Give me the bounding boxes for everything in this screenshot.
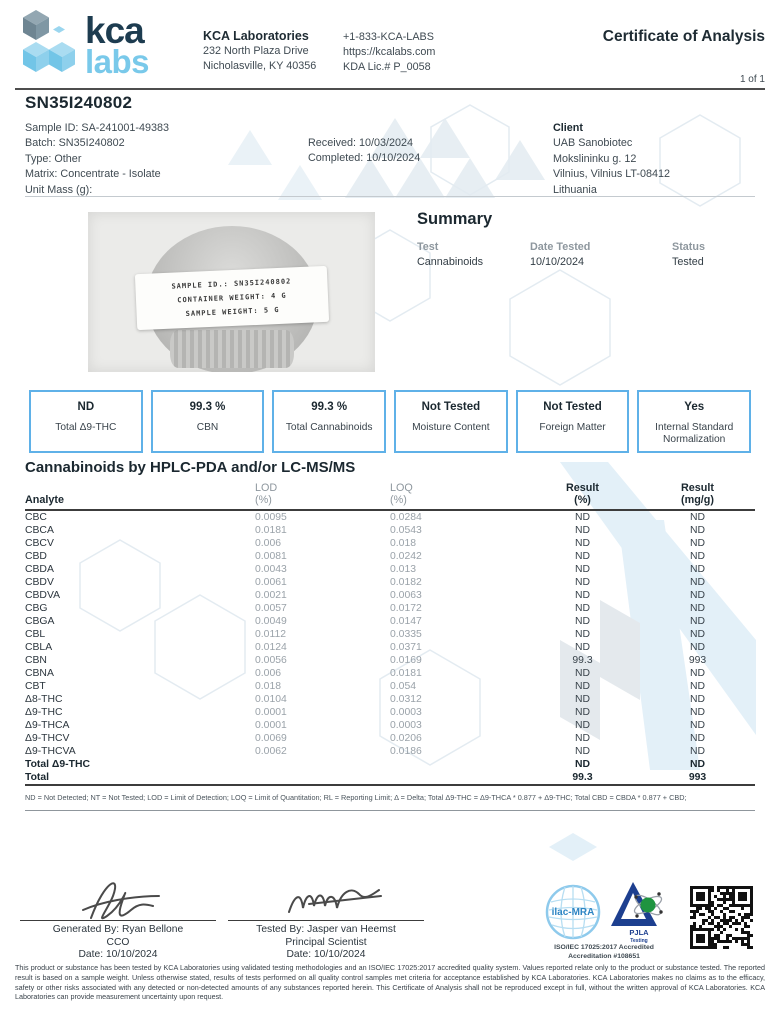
result-mgg-cell: ND — [689, 538, 705, 549]
result-mgg-cell: ND — [689, 733, 705, 744]
received-date: Received: 10/03/2024 — [308, 137, 414, 149]
result-mgg-cell: ND — [689, 694, 705, 705]
result-box-cbn — [151, 390, 265, 453]
completed-date: Completed: 10/10/2024 — [308, 152, 421, 165]
result-box-foreign-matter — [516, 390, 630, 453]
result-box-total-d9-thc — [29, 390, 143, 453]
sample-type: Type: Other — [25, 152, 82, 165]
result-pct-cell: ND — [574, 590, 590, 601]
result-box-label: CBN — [196, 422, 219, 433]
svg-text:ilac-MRA: ilac-MRA — [551, 907, 595, 918]
lod-cell: 0.0049 — [255, 616, 287, 627]
result-mgg-cell: ND — [689, 512, 705, 523]
table-row — [25, 706, 755, 719]
loq-cell: 0.013 — [390, 564, 417, 575]
lab-website: https://kcalabs.com — [343, 46, 436, 58]
client-block — [553, 121, 670, 198]
analyte-table-body — [25, 510, 755, 785]
analyte-cell: Total Δ9-THC — [25, 759, 90, 770]
table-row — [25, 745, 755, 758]
table-row — [25, 524, 755, 537]
analyte-cell: Total — [25, 772, 50, 783]
lab-phone: +1-833-KCA-LABS — [343, 31, 434, 43]
result-mgg-cell: ND — [689, 642, 705, 653]
sample-unit-mass: Unit Mass (g): — [25, 183, 93, 196]
table-header-row — [25, 482, 755, 510]
tested-by-signature-block — [228, 866, 424, 962]
sample-id: Sample ID: SA-241001-49383 — [25, 122, 170, 134]
sample-container-body — [170, 330, 294, 368]
client-country: Lithuania — [553, 183, 597, 196]
table-total-row — [25, 771, 755, 785]
container-label-line: CONTAINER WEIGHT: 4 G — [177, 291, 287, 305]
result-pct-cell: ND — [574, 681, 590, 692]
result-pct-cell: ND — [574, 759, 590, 770]
report-header — [15, 8, 765, 85]
client-address1: Mokslininku g. 12 — [553, 152, 637, 165]
lod-cell: 0.0181 — [255, 525, 287, 536]
signature-line — [228, 920, 424, 921]
result-pct-cell: ND — [574, 668, 590, 679]
lab-address-line1: 232 North Plaza Drive — [203, 45, 309, 57]
analyte-cell: CBGA — [25, 616, 55, 627]
table-row — [25, 576, 755, 589]
result-mgg-cell: ND — [689, 746, 705, 757]
lab-address-line2: Nicholasville, KY 40356 — [203, 60, 317, 72]
result-pct-cell: ND — [574, 642, 590, 653]
result-pct-cell: ND — [574, 577, 590, 588]
result-box-label: Internal Standard Normalization — [655, 422, 734, 445]
result-mgg-cell: ND — [689, 603, 705, 614]
lod-cell: 0.006 — [255, 538, 282, 549]
table-row — [25, 615, 755, 628]
result-box-total-cannabinoids — [272, 390, 386, 453]
loq-cell: 0.0181 — [390, 668, 422, 679]
qr-code — [688, 884, 758, 954]
col-header-analyte: Analyte — [25, 494, 65, 506]
result-pct-cell: ND — [574, 512, 590, 523]
col-header-lod: LOD (%) — [255, 482, 278, 506]
client-name: UAB Sanobiotec — [553, 137, 633, 150]
sample-matrix: Matrix: Concentrate - Isolate — [25, 168, 161, 181]
result-pct-cell: ND — [574, 707, 590, 718]
accreditation-line2: Accreditation #108651 — [568, 952, 640, 960]
result-mgg-cell: ND — [689, 681, 705, 692]
table-row — [25, 589, 755, 602]
lab-contact-block — [343, 8, 511, 85]
lab-address-block — [203, 8, 343, 85]
result-pct-cell: ND — [574, 525, 590, 536]
result-box-value: Not Tested — [421, 401, 481, 413]
table-row — [25, 667, 755, 680]
analyte-cell: CBD — [25, 551, 47, 562]
lod-cell: 0.0112 — [255, 629, 287, 640]
lod-cell: 0.0104 — [255, 694, 287, 705]
legal-disclaimer: This product or substance has been tested by KCA Laboratories using validated testing methodologies and an ISO/IEC 17025:2017 accredited quality system. Values reported relate only to the product or substance tested. The reported result is based on a sample weight. Unless otherwise stated, results of tests performed on all quality control samples met criteria for acceptance established by KCA Laboratories. KCA Laboratories makes no claims as to the efficacy, safety or other risks associated with any detected or non-detected amounts of any substances reported herein. This Certificate of Analysis shall not be reproduced except in full, without the written approval of KCA Laboratories. KCA Laboratories can provide measurement uncertainty upon request. — [15, 963, 765, 1002]
accreditation-line1: ISO/IEC 17025:2017 Accredited — [554, 944, 654, 951]
table-row — [25, 628, 755, 641]
table-section-title: Cannabinoids by HPLC-PDA and/or LC-MS/MS — [25, 459, 356, 476]
loq-cell: 0.0371 — [390, 642, 422, 653]
summary-section — [417, 210, 757, 268]
result-box-value: Yes — [684, 401, 705, 413]
summary-test-label: Test — [417, 241, 439, 253]
result-mgg-cell: 993 — [688, 772, 707, 783]
lod-cell: 0.0043 — [255, 564, 287, 575]
result-box-moisture — [394, 390, 508, 453]
lod-cell: 0.018 — [255, 681, 282, 692]
result-mgg-cell: 993 — [688, 655, 707, 666]
loq-cell — [390, 758, 525, 771]
lod-cell: 0.0001 — [255, 707, 287, 718]
lod-cell: 0.0081 — [255, 551, 287, 562]
result-box-value: 99.3 % — [311, 401, 348, 413]
logo-text-sub: labs — [85, 43, 150, 81]
result-box-value: 99.3 % — [189, 401, 226, 413]
analyte-cell: CBG — [25, 603, 48, 614]
signature-icon — [20, 866, 216, 928]
lod-cell: 0.0069 — [255, 733, 287, 744]
summary-test-col — [417, 240, 483, 270]
sample-container-label — [135, 266, 329, 330]
analyte-cell: Δ8-THC — [25, 694, 63, 705]
result-pct-cell: ND — [574, 538, 590, 549]
header-divider — [15, 88, 765, 90]
table-row — [25, 693, 755, 706]
generated-by-name: Generated By: Ryan Bellone — [52, 924, 184, 935]
generated-by-role: CCO — [106, 936, 130, 948]
loq-cell: 0.0284 — [390, 512, 422, 523]
table-row — [25, 641, 755, 654]
pjla-label: PJLA — [629, 928, 649, 937]
analyte-cell: CBN — [25, 655, 47, 666]
page-number: 1 of 1 — [739, 74, 765, 85]
table-footnote: ND = Not Detected; NT = Not Tested; LOD = Limit of Detection; LOQ = Limit of Quantitation; RL = Reporting Limit; Δ = Delta; Total Δ9-THC = Δ9-THCA * 0.877 + Δ9-THC; Total CBD = CBDA * 0.877 + CBD; — [25, 793, 687, 802]
document-title-block — [511, 8, 765, 85]
lod-cell — [255, 771, 390, 785]
table-row — [25, 654, 755, 667]
result-pct-cell: ND — [574, 720, 590, 731]
col-header-result-pct: Result (%) — [566, 482, 599, 506]
analyte-cell: CBDVA — [25, 590, 61, 601]
logo-cubes-icon — [15, 8, 79, 85]
summary-date-value: 10/10/2024 — [530, 256, 585, 268]
loq-cell: 0.0182 — [390, 577, 422, 588]
loq-cell: 0.0186 — [390, 746, 422, 757]
table-row — [25, 732, 755, 745]
tested-by-date: Date: 10/10/2024 — [286, 949, 366, 960]
lod-cell: 0.006 — [255, 668, 282, 679]
summary-test-value: Cannabinoids — [417, 256, 484, 268]
loq-cell: 0.0206 — [390, 733, 422, 744]
lod-cell: 0.0057 — [255, 603, 287, 614]
col-header-loq: LOQ (%) — [390, 482, 413, 506]
table-row — [25, 563, 755, 576]
summary-status-label: Status — [672, 241, 705, 253]
tested-by-role: Principal Scientist — [285, 936, 367, 948]
lod-cell: 0.0095 — [255, 512, 287, 523]
lod-cell: 0.0061 — [255, 577, 287, 588]
sample-details-block — [25, 121, 169, 198]
result-pct-cell: 99.3 — [572, 655, 593, 666]
kca-labs-logo — [15, 8, 203, 85]
lod-cell: 0.0021 — [255, 590, 287, 601]
container-label-line: SAMPLE ID.: SN35I240802 — [171, 277, 292, 291]
result-pct-cell: ND — [574, 694, 590, 705]
summary-date-label: Date Tested — [530, 241, 591, 253]
result-mgg-cell: ND — [689, 577, 705, 588]
analyte-cell: CBLA — [25, 642, 53, 653]
result-box-value: Not Tested — [543, 401, 602, 413]
client-label: Client — [553, 122, 583, 134]
logo-text-main: kca — [85, 10, 144, 51]
analyte-cell: CBDA — [25, 564, 54, 575]
result-box-label: Moisture Content — [412, 422, 490, 433]
analyte-cell: Δ9-THCA — [25, 720, 70, 731]
result-box-label: Total Δ9-THC — [55, 422, 117, 433]
result-box-value: ND — [77, 401, 95, 413]
analyte-cell: CBCA — [25, 525, 54, 536]
document-title: Certificate of Analysis — [602, 28, 765, 45]
lod-cell — [255, 758, 390, 771]
section-divider — [25, 196, 755, 197]
loq-cell: 0.0543 — [390, 525, 422, 536]
loq-cell — [390, 771, 525, 785]
generated-by-signature-block — [20, 866, 216, 962]
loq-cell: 0.0003 — [390, 707, 422, 718]
analyte-table — [25, 482, 755, 786]
lod-cell: 0.0124 — [255, 642, 287, 653]
loq-cell: 0.018 — [390, 538, 417, 549]
sample-heading: SN35I240802 — [25, 93, 133, 112]
table-row — [25, 680, 755, 693]
table-row — [25, 550, 755, 563]
result-box-label: Total Cannabinoids — [285, 422, 373, 433]
client-address2: Vilnius, Vilnius LT-08412 — [553, 168, 671, 181]
footnote-divider — [25, 810, 755, 811]
logo-wordmark — [85, 10, 150, 85]
loq-cell: 0.0335 — [390, 629, 422, 640]
result-pct-cell: ND — [574, 551, 590, 562]
analyte-cell: CBCV — [25, 538, 54, 549]
table-row — [25, 719, 755, 732]
summary-status-value: Tested — [672, 256, 704, 268]
col-header-result-mgg: Result (mg/g) — [681, 482, 714, 506]
tested-by-name: Tested By: Jasper van Heemst — [256, 924, 396, 935]
analyte-cell: CBT — [25, 681, 46, 692]
analyte-table-section — [25, 482, 755, 811]
signature-icon — [228, 866, 424, 928]
result-pct-cell: ND — [574, 746, 590, 757]
result-box-label: Foreign Matter — [539, 422, 606, 433]
loq-cell: 0.0312 — [390, 694, 422, 705]
analyte-cell: CBDV — [25, 577, 54, 588]
table-row — [25, 537, 755, 550]
lab-name: KCA Laboratories — [203, 29, 309, 43]
result-mgg-cell: ND — [689, 629, 705, 640]
loq-cell: 0.0003 — [390, 720, 422, 731]
analyte-cell: CBNA — [25, 668, 54, 679]
loq-cell: 0.054 — [390, 681, 417, 692]
analyte-cell: Δ9-THC — [25, 707, 63, 718]
result-mgg-cell: ND — [689, 759, 705, 770]
accreditation-text — [534, 944, 674, 961]
sample-dates-block — [308, 136, 420, 167]
result-mgg-cell: ND — [689, 668, 705, 679]
result-pct-cell: ND — [574, 603, 590, 614]
lod-cell: 0.0056 — [255, 655, 287, 666]
result-pct-cell: 99.3 — [572, 772, 593, 783]
result-pct-cell: ND — [574, 629, 590, 640]
loq-cell: 0.0169 — [390, 655, 422, 666]
table-total-row — [25, 758, 755, 771]
pjla-sub-label: Testing — [630, 938, 648, 943]
pjla-testing-logo — [609, 879, 669, 948]
generated-by-date: Date: 10/10/2024 — [78, 949, 158, 960]
result-mgg-cell: ND — [689, 590, 705, 601]
summary-status-col — [672, 240, 705, 270]
loq-cell: 0.0147 — [390, 616, 422, 627]
result-mgg-cell: ND — [689, 616, 705, 627]
lod-cell: 0.0001 — [255, 720, 287, 731]
result-mgg-cell: ND — [689, 564, 705, 575]
loq-cell: 0.0063 — [390, 590, 422, 601]
table-row — [25, 602, 755, 615]
sample-photo — [88, 212, 375, 372]
ilac-mra-logo — [545, 884, 601, 945]
result-summary-boxes — [29, 390, 751, 453]
signature-line — [20, 920, 216, 921]
analyte-cell: Δ9-THCV — [25, 733, 70, 744]
summary-title: Summary — [417, 210, 493, 228]
analyte-cell: CBL — [25, 629, 46, 640]
analyte-cell: CBC — [25, 512, 47, 523]
container-label-line: SAMPLE WEIGHT: 5 G — [185, 305, 280, 319]
sample-batch: Batch: SN35I240802 — [25, 137, 125, 150]
result-pct-cell: ND — [574, 564, 590, 575]
result-mgg-cell: ND — [689, 525, 705, 536]
result-pct-cell: ND — [574, 616, 590, 627]
result-mgg-cell: ND — [689, 720, 705, 731]
result-mgg-cell: ND — [689, 707, 705, 718]
result-box-internal-standard — [637, 390, 751, 453]
loq-cell: 0.0242 — [390, 551, 422, 562]
analyte-cell: Δ9-THCVA — [25, 746, 76, 757]
result-pct-cell: ND — [574, 733, 590, 744]
lab-license: KDA Lic.# P_0058 — [343, 61, 431, 73]
lod-cell: 0.0062 — [255, 746, 287, 757]
table-row — [25, 510, 755, 524]
loq-cell: 0.0172 — [390, 603, 422, 614]
result-mgg-cell: ND — [689, 551, 705, 562]
summary-date-col — [530, 240, 590, 270]
